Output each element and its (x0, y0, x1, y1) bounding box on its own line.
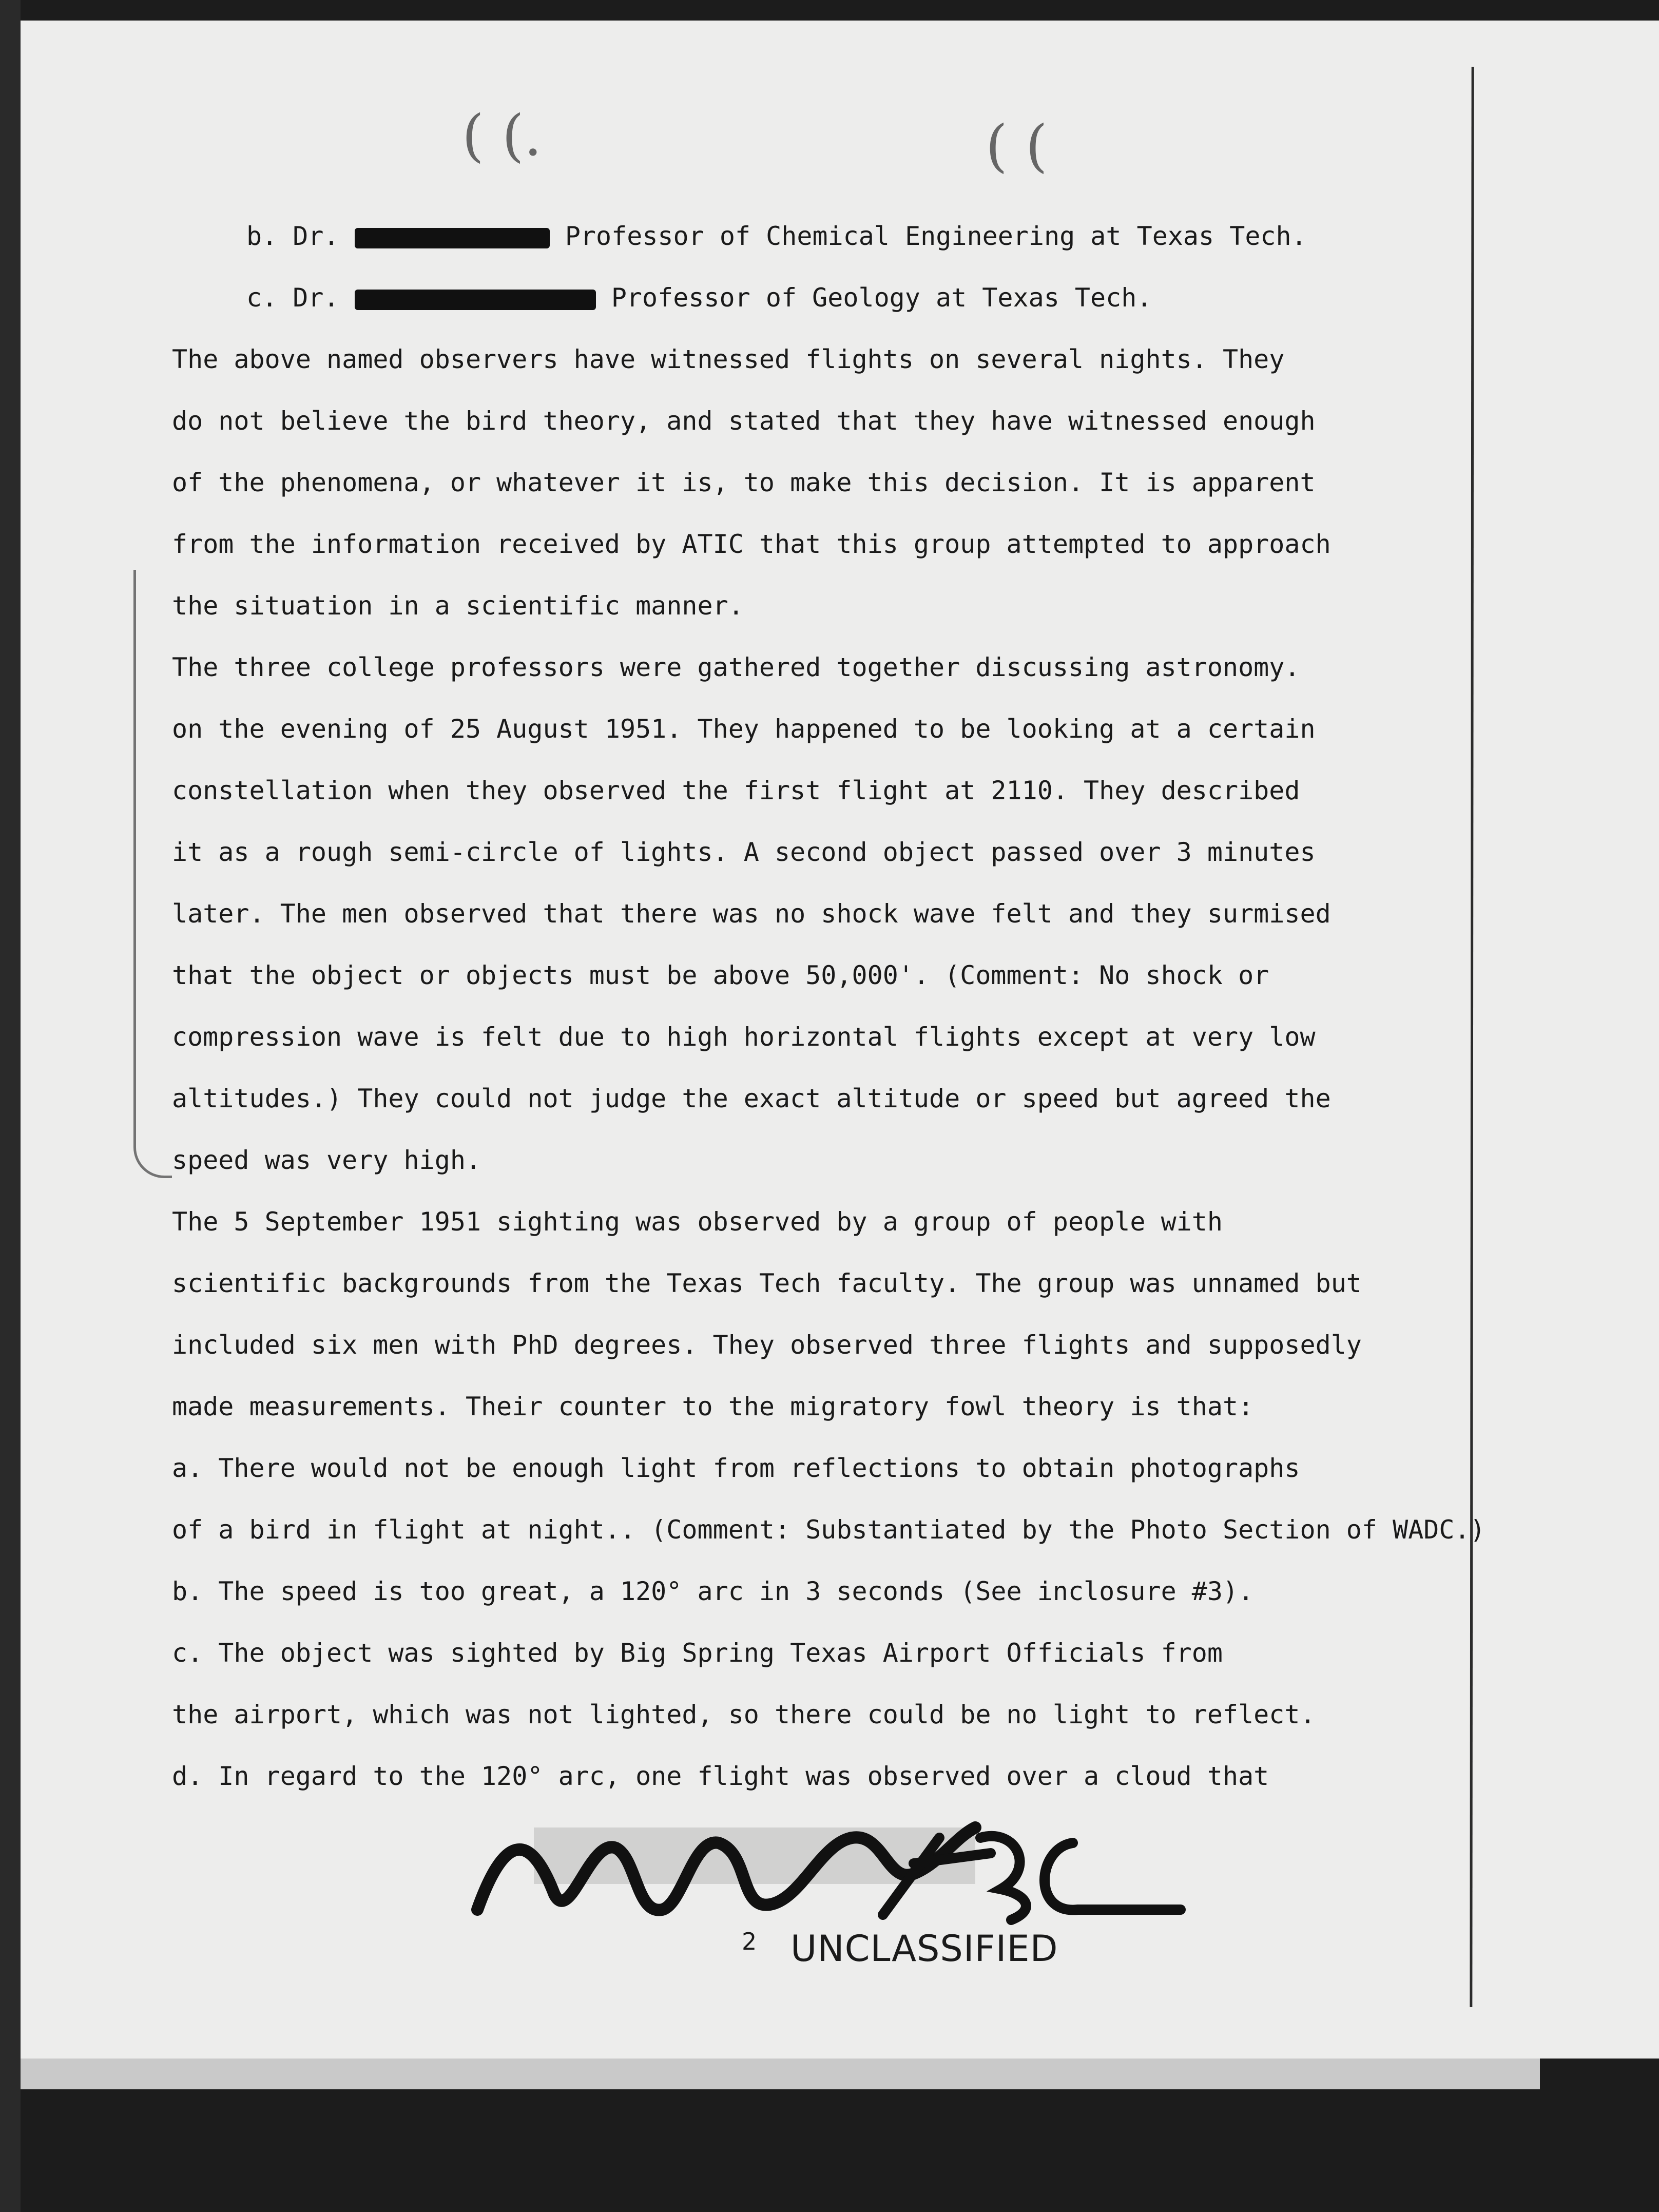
text-line (246, 221, 1307, 252)
top-handwritten-mark: ( (. (462, 103, 542, 168)
text-line: of the phenomena, or whatever it is, to make this decision. It is apparent (172, 468, 1316, 497)
text-line: compression wave is felt due to high horizontal flights except at very low (172, 1022, 1316, 1052)
text-line: b. The speed is too great, a 120° arc in 3 seconds (See inclosure #3). (172, 1576, 1254, 1606)
text-line (246, 282, 1152, 313)
text-line: a. There would not be enough light from reflections to obtain photographs (172, 1453, 1300, 1483)
classification-marking: UNCLASSIFIED (790, 1928, 1058, 1970)
text-line-suffix: Professor of Chemical Engineering at Texas Tech. (549, 221, 1307, 251)
redaction-block (355, 290, 596, 310)
scan-edge (0, 0, 21, 2212)
text-line: made measurements. Their counter to the migratory fowl theory is that: (172, 1392, 1254, 1421)
text-line: scientific backgrounds from the Texas Tech faculty. The group was unnamed but (172, 1268, 1362, 1298)
text-line: The 5 September 1951 sighting was observed by a group of people with (172, 1207, 1223, 1237)
text-line: d. In regard to the 120° arc, one flight was observed over a cloud that (172, 1761, 1269, 1791)
text-line-suffix: Professor of Geology at Texas Tech. (595, 283, 1152, 313)
text-line: included six men with PhD degrees. They observed three flights and supposedly (172, 1330, 1362, 1360)
scan-bottom-edge (21, 2059, 1540, 2089)
redaction-block (355, 228, 550, 248)
text-line: from the information received by ATIC that this group attempted to approach (172, 529, 1331, 559)
text-line: The above named observers have witnessed flights on several nights. They (172, 344, 1285, 374)
signature-scribble (462, 1807, 1211, 1940)
text-line: that the object or objects must be above 50,000'. (Comment: No shock or (172, 960, 1269, 990)
text-line: altitudes.) They could not judge the exact altitude or speed but agreed the (172, 1084, 1331, 1113)
top-handwritten-mark: ( ( (986, 113, 1048, 179)
text-line: speed was very high. (172, 1145, 481, 1175)
text-line: c. The object was sighted by Big Spring Texas Airport Officials from (172, 1638, 1223, 1668)
text-line: do not believe the bird theory, and stated that they have witnessed enough (172, 406, 1316, 436)
page-number: 2 (742, 1928, 757, 1955)
text-line: it as a rough semi-circle of lights. A second object passed over 3 minutes (172, 837, 1316, 867)
margin-bracket-mark (133, 570, 172, 1178)
text-line: on the evening of 25 August 1951. They happened to be looking at a certain (172, 714, 1316, 744)
text-line: later. The men observed that there was no shock wave felt and they surmised (172, 899, 1331, 929)
text-line-prefix: c. Dr. (246, 283, 355, 313)
text-line: The three college professors were gathered together discussing astronomy. (172, 652, 1300, 682)
text-line: constellation when they observed the first flight at 2110. They described (172, 776, 1300, 805)
text-line-prefix: b. Dr. (246, 221, 355, 251)
text-line: the situation in a scientific manner. (172, 591, 744, 621)
text-line: of a bird in flight at night.. (Comment: Substantiated by the Photo Section of WADC.) (172, 1515, 1486, 1545)
text-line: the airport, which was not lighted, so there could be no light to reflect. (172, 1700, 1316, 1729)
